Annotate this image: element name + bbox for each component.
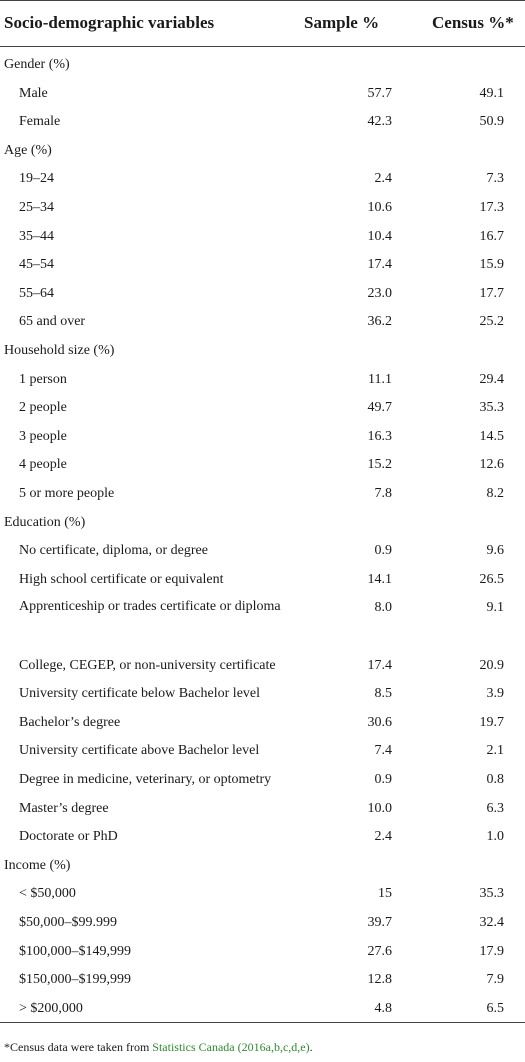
table-header xyxy=(0,0,525,46)
sample-value: 0.9 xyxy=(374,543,392,559)
table-row xyxy=(0,193,525,221)
row-label: 5 or more people xyxy=(19,486,115,501)
table-row xyxy=(0,965,525,993)
census-value: 15.9 xyxy=(479,257,504,273)
row-label: 1 person xyxy=(19,371,67,387)
row-label: < $50,000 xyxy=(19,886,76,902)
sample-value: 8.5 xyxy=(374,686,392,702)
sample-value: 4.8 xyxy=(374,1000,392,1016)
row-label: Apprenticeship or trades certificate or diploma xyxy=(19,599,281,615)
census-value: 32.4 xyxy=(479,915,504,930)
table-row xyxy=(0,365,525,393)
row-label: 19–24 xyxy=(19,171,54,187)
sample-value: 39.7 xyxy=(367,915,392,930)
table-row xyxy=(0,536,525,564)
row-label: 25–34 xyxy=(19,200,54,215)
table-row xyxy=(0,107,525,135)
row-label: 2 people xyxy=(19,400,67,416)
census-value: 8.2 xyxy=(486,486,504,501)
sample-value: 23.0 xyxy=(367,285,392,301)
table-row xyxy=(0,250,525,278)
table-row xyxy=(0,422,525,450)
table-row xyxy=(0,908,525,936)
table-row xyxy=(0,593,525,649)
sample-value: 42.3 xyxy=(367,114,392,130)
row-label: 55–64 xyxy=(19,285,54,301)
row-label: $100,000–$149,999 xyxy=(19,943,131,959)
row-label: College, CEGEP, or non-university certificate xyxy=(19,657,276,673)
group-row xyxy=(0,136,525,164)
table-row xyxy=(0,393,525,421)
table-row xyxy=(0,651,525,679)
table-row xyxy=(0,79,525,107)
row-label: Male xyxy=(19,85,48,101)
table-row xyxy=(0,164,525,192)
group-row xyxy=(0,336,525,364)
sample-value: 0.9 xyxy=(374,772,392,787)
sample-value: 11.1 xyxy=(368,371,392,387)
sample-value: 17.4 xyxy=(367,257,392,273)
census-value: 6.3 xyxy=(486,800,504,816)
group-label: Age (%) xyxy=(4,142,52,158)
census-value: 6.5 xyxy=(486,1000,504,1016)
row-label: $150,000–$199,999 xyxy=(19,972,131,988)
census-value: 17.7 xyxy=(479,285,504,301)
row-label: Doctorate or PhD xyxy=(19,829,118,845)
row-label: > $200,000 xyxy=(19,1000,83,1016)
census-value: 26.5 xyxy=(479,571,504,587)
bottom-rule xyxy=(0,1022,525,1023)
sample-value: 7.4 xyxy=(374,743,392,759)
header-rule xyxy=(0,46,525,47)
table-row xyxy=(0,994,525,1022)
table-row xyxy=(0,822,525,850)
group-label: Gender (%) xyxy=(4,57,70,72)
group-label: Income (%) xyxy=(4,857,71,873)
census-value: 9.6 xyxy=(486,543,504,559)
sample-value: 57.7 xyxy=(367,85,392,101)
table-row xyxy=(0,765,525,793)
header-census: Census %* xyxy=(432,13,514,32)
census-value: 0.8 xyxy=(486,772,504,787)
census-value: 20.9 xyxy=(479,657,504,673)
header-sample: Sample % xyxy=(304,13,380,32)
census-value: 35.3 xyxy=(479,886,504,902)
sample-value: 36.2 xyxy=(367,314,392,330)
table-row xyxy=(0,937,525,965)
table-row xyxy=(0,565,525,593)
row-label: Degree in medicine, veterinary, or optometry xyxy=(19,772,272,787)
sample-value: 10.4 xyxy=(367,228,392,244)
census-value: 35.3 xyxy=(479,400,504,416)
footnote-suffix: . xyxy=(309,1040,313,1054)
sample-value: 27.6 xyxy=(367,943,392,959)
row-label: 45–54 xyxy=(19,257,54,273)
census-value: 7.9 xyxy=(486,972,504,988)
census-value: 12.6 xyxy=(479,457,504,473)
row-label: University certificate above Bachelor level xyxy=(19,743,260,759)
row-label: 4 people xyxy=(19,457,67,473)
census-value: 29.4 xyxy=(479,371,504,387)
sample-value: 49.7 xyxy=(367,400,392,416)
row-label: Bachelor’s degree xyxy=(19,714,121,730)
table-row xyxy=(0,479,525,507)
sample-value: 7.8 xyxy=(374,486,392,501)
row-label: University certificate below Bachelor level xyxy=(19,686,261,702)
sample-value: 2.4 xyxy=(374,829,392,845)
row-label: $50,000–$99.999 xyxy=(19,915,117,930)
row-label: High school certificate or equivalent xyxy=(19,571,224,587)
census-value: 50.9 xyxy=(479,114,504,130)
census-value: 49.1 xyxy=(479,85,504,101)
row-label: 35–44 xyxy=(19,228,54,244)
sample-value: 15 xyxy=(378,886,392,902)
header-variables: Socio-demographic variables xyxy=(4,13,215,32)
sample-value: 15.2 xyxy=(367,457,392,473)
census-value: 17.9 xyxy=(479,943,504,959)
census-value: 25.2 xyxy=(479,314,504,330)
footnote xyxy=(4,1040,313,1055)
row-label: No certificate, diploma, or degree xyxy=(19,543,208,559)
footnote-source-link[interactable]: Statistics Canada (2016a,b,c,d,e) xyxy=(152,1040,310,1054)
sample-value: 16.3 xyxy=(367,428,392,444)
census-value: 3.9 xyxy=(486,686,504,702)
table-row xyxy=(0,222,525,250)
census-value: 7.3 xyxy=(486,171,504,187)
table-row xyxy=(0,279,525,307)
row-label: 65 and over xyxy=(19,314,86,330)
sample-value: 8.0 xyxy=(374,600,392,616)
table-row xyxy=(0,708,525,736)
census-value: 16.7 xyxy=(479,228,504,244)
sample-value: 12.8 xyxy=(367,972,392,988)
row-label: 3 people xyxy=(19,428,67,444)
census-value: 14.5 xyxy=(479,428,504,444)
group-row xyxy=(0,851,525,879)
sample-value: 10.6 xyxy=(367,200,392,215)
census-value: 2.1 xyxy=(486,743,504,759)
sample-value: 10.0 xyxy=(367,800,392,816)
footnote-prefix: *Census data were taken from xyxy=(4,1040,153,1054)
row-label: Master’s degree xyxy=(19,800,109,816)
sample-value: 30.6 xyxy=(367,714,392,730)
sample-value: 17.4 xyxy=(367,657,392,673)
census-value: 1.0 xyxy=(486,829,504,845)
group-label: Education (%) xyxy=(4,514,86,530)
table-row xyxy=(0,736,525,764)
census-value: 17.3 xyxy=(479,200,504,215)
row-label: Female xyxy=(19,114,61,130)
group-row xyxy=(0,50,525,78)
table-row xyxy=(0,450,525,478)
table-row xyxy=(0,879,525,907)
sample-value: 14.1 xyxy=(367,571,392,587)
census-value: 9.1 xyxy=(486,600,504,616)
sample-value: 2.4 xyxy=(374,171,392,187)
table-row xyxy=(0,794,525,822)
table-row xyxy=(0,307,525,335)
table-row xyxy=(0,679,525,707)
group-row xyxy=(0,508,525,536)
group-label: Household size (%) xyxy=(4,343,115,358)
census-value: 19.7 xyxy=(479,714,504,730)
